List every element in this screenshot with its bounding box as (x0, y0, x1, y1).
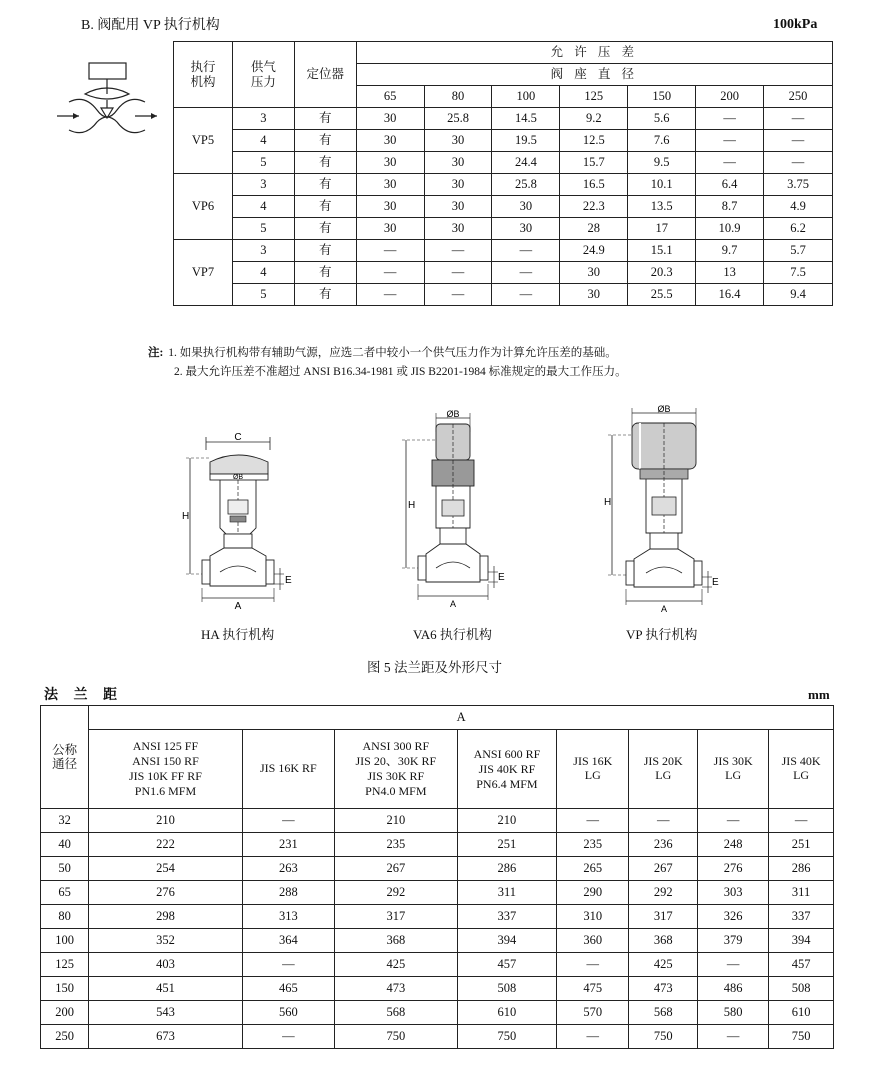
table-row (41, 809, 834, 833)
value-cell: — (557, 809, 629, 833)
value-cell: 30 (424, 196, 492, 218)
table-row (41, 857, 834, 881)
value-cell: 251 (457, 833, 557, 857)
header-seat-diameter: 阀 座 直 径 (356, 64, 832, 86)
flange-title: 法 兰 距 (44, 688, 123, 703)
value-cell: 292 (629, 881, 698, 905)
value-cell: 560 (242, 1001, 335, 1025)
dim-a-label: A (234, 601, 242, 612)
value-cell: 22.3 (560, 196, 628, 218)
value-cell: 10.9 (696, 218, 764, 240)
value-cell: 30 (356, 152, 424, 174)
value-cell: 16.5 (560, 174, 628, 196)
positioner-cell: 有 (294, 262, 356, 284)
value-cell: 30 (356, 218, 424, 240)
dim-e-label: E (285, 575, 292, 586)
value-cell: 276 (698, 857, 769, 881)
value-cell: 235 (557, 833, 629, 857)
dim-h-label: H (604, 497, 612, 508)
value-cell: 25.8 (424, 108, 492, 130)
header-positioner: 定位器 (294, 42, 356, 108)
flange-distance-table (40, 705, 834, 1049)
value-cell: 235 (335, 833, 457, 857)
value-cell: 267 (629, 857, 698, 881)
flange-unit: mm (808, 687, 830, 702)
pressure-cell: 3 (232, 174, 294, 196)
figure-caption: 图 5 法兰距及外形尺寸 (367, 660, 502, 675)
value-cell: 30 (424, 218, 492, 240)
header-supply-pressure: 供气 压力 (232, 42, 294, 108)
value-cell: — (424, 240, 492, 262)
value-cell: 9.7 (696, 240, 764, 262)
dn-cell: 65 (41, 881, 89, 905)
value-cell: — (557, 1025, 629, 1049)
dim-e-label: E (712, 577, 719, 588)
value-cell: — (764, 130, 833, 152)
value-cell: 210 (457, 809, 557, 833)
value-cell: 236 (629, 833, 698, 857)
value-cell: 7.5 (764, 262, 833, 284)
value-cell: 568 (629, 1001, 698, 1025)
value-cell: 457 (769, 953, 834, 977)
value-cell: 6.4 (696, 174, 764, 196)
flange-column-header: ANSI 125 FF ANSI 150 RF JIS 10K FF RF PN1.6 MFM (89, 730, 242, 809)
pressure-cell: 4 (232, 262, 294, 284)
value-cell: 25.5 (628, 284, 696, 306)
value-cell: 394 (457, 929, 557, 953)
value-cell: 7.6 (628, 130, 696, 152)
dim-a-label: A (660, 604, 668, 614)
diameter-cell: 65 (356, 86, 424, 108)
note-1: 1. 如果执行机构带有辅助气源，应选二者中较小一个供气压力作为计算允许压差的基础。 (168, 347, 617, 359)
value-cell: 17 (628, 218, 696, 240)
value-cell: 750 (335, 1025, 457, 1049)
header-nominal-size: 公称 通径 (41, 706, 89, 809)
value-cell: 30 (356, 196, 424, 218)
value-cell: — (242, 1025, 335, 1049)
positioner-cell: 有 (294, 108, 356, 130)
diameter-cell: 200 (696, 86, 764, 108)
note-2: 2. 最大允许压差不准超过 ANSI B16.34-1981 或 JIS B2201-1984 标准规定的最大工作压力。 (174, 366, 627, 378)
value-cell: 9.2 (560, 108, 628, 130)
value-cell: 352 (89, 929, 242, 953)
dim-a-label: A (449, 599, 457, 609)
table-row (41, 953, 834, 977)
table-row (41, 929, 834, 953)
pressure-cell: 5 (232, 284, 294, 306)
value-cell: 364 (242, 929, 335, 953)
pressure-cell: 5 (232, 218, 294, 240)
value-cell: 394 (769, 929, 834, 953)
flange-column-header: JIS 30K LG (698, 730, 769, 809)
value-cell: 24.4 (492, 152, 560, 174)
header-a: A (89, 706, 834, 730)
value-cell: — (492, 262, 560, 284)
flange-column-header: JIS 20K LG (629, 730, 698, 809)
value-cell: 5.7 (764, 240, 833, 262)
value-cell: 210 (89, 809, 242, 833)
value-cell: 425 (335, 953, 457, 977)
positioner-cell: 有 (294, 174, 356, 196)
value-cell: 30 (560, 284, 628, 306)
value-cell: 750 (457, 1025, 557, 1049)
pressure-cell: 3 (232, 108, 294, 130)
value-cell: 310 (557, 905, 629, 929)
vp-actuator-drawing (600, 405, 725, 615)
va6-actuator-label: VA6 执行机构 (413, 627, 492, 642)
positioner-cell: 有 (294, 196, 356, 218)
value-cell: 231 (242, 833, 335, 857)
value-cell: — (698, 953, 769, 977)
value-cell: 10.1 (628, 174, 696, 196)
table-row (41, 833, 834, 857)
value-cell: 210 (335, 809, 457, 833)
value-cell: 5.6 (628, 108, 696, 130)
value-cell: 28 (560, 218, 628, 240)
value-cell: 288 (242, 881, 335, 905)
value-cell: 24.9 (560, 240, 628, 262)
value-cell: — (764, 108, 833, 130)
value-cell: 750 (629, 1025, 698, 1049)
valve-symbol-icon (55, 58, 160, 148)
actuator-name: VP7 (174, 240, 233, 306)
ha-actuator-drawing (180, 428, 300, 613)
dn-cell: 150 (41, 977, 89, 1001)
value-cell: — (492, 284, 560, 306)
value-cell: 19.5 (492, 130, 560, 152)
value-cell: 9.4 (764, 284, 833, 306)
value-cell: 425 (629, 953, 698, 977)
dn-cell: 40 (41, 833, 89, 857)
dn-cell: 250 (41, 1025, 89, 1049)
value-cell: 570 (557, 1001, 629, 1025)
value-cell: 14.5 (492, 108, 560, 130)
value-cell: 30 (356, 108, 424, 130)
value-cell: 30 (492, 196, 560, 218)
positioner-cell: 有 (294, 130, 356, 152)
value-cell: 311 (457, 881, 557, 905)
ha-actuator-label: HA 执行机构 (201, 627, 275, 642)
value-cell: 8.7 (696, 196, 764, 218)
value-cell: 568 (335, 1001, 457, 1025)
diameter-cell: 150 (628, 86, 696, 108)
value-cell: — (696, 130, 764, 152)
value-cell: 303 (698, 881, 769, 905)
diameter-cell: 250 (764, 86, 833, 108)
value-cell: 12.5 (560, 130, 628, 152)
value-cell: — (356, 240, 424, 262)
value-cell: — (769, 809, 834, 833)
value-cell: 30 (424, 174, 492, 196)
value-cell: 251 (769, 833, 834, 857)
table-row (41, 881, 834, 905)
value-cell: — (764, 152, 833, 174)
value-cell: — (242, 809, 335, 833)
notes-label: 注: (148, 347, 164, 359)
dim-c-label: C (234, 432, 242, 443)
value-cell: 317 (629, 905, 698, 929)
actuator-name: VP6 (174, 174, 233, 240)
value-cell: 403 (89, 953, 242, 977)
dim-b-label: ØB (446, 410, 460, 419)
value-cell: 673 (89, 1025, 242, 1049)
value-cell: 610 (769, 1001, 834, 1025)
value-cell: 298 (89, 905, 242, 929)
value-cell: — (696, 108, 764, 130)
dn-cell: 200 (41, 1001, 89, 1025)
value-cell: 580 (698, 1001, 769, 1025)
flange-column-header: JIS 16K LG (557, 730, 629, 809)
allowable-pressure-table (173, 41, 833, 306)
value-cell: 317 (335, 905, 457, 929)
pressure-cell: 3 (232, 240, 294, 262)
dn-cell: 100 (41, 929, 89, 953)
pressure-cell: 5 (232, 152, 294, 174)
value-cell: 313 (242, 905, 335, 929)
header-actuator: 执行 机构 (174, 42, 233, 108)
diameter-cell: 80 (424, 86, 492, 108)
value-cell: 3.75 (764, 174, 833, 196)
value-cell: 15.1 (628, 240, 696, 262)
section-title: B. 阀配用 VP 执行机构 (81, 18, 220, 33)
dim-b-label: ØB (232, 474, 244, 481)
unit-label-top: 100kPa (773, 17, 818, 32)
value-cell: 465 (242, 977, 335, 1001)
value-cell: 15.7 (560, 152, 628, 174)
positioner-cell: 有 (294, 240, 356, 262)
value-cell: — (424, 284, 492, 306)
value-cell: 326 (698, 905, 769, 929)
dn-cell: 125 (41, 953, 89, 977)
positioner-cell: 有 (294, 218, 356, 240)
notes-block (148, 344, 848, 382)
vp-actuator-label: VP 执行机构 (626, 627, 698, 642)
value-cell: 13.5 (628, 196, 696, 218)
dim-b-label: ØB (657, 405, 671, 414)
dim-h-label: H (182, 511, 190, 522)
dim-h-label: H (408, 500, 416, 511)
value-cell: 20.3 (628, 262, 696, 284)
value-cell: 254 (89, 857, 242, 881)
value-cell: — (629, 809, 698, 833)
value-cell: 30 (424, 152, 492, 174)
value-cell: — (557, 953, 629, 977)
value-cell: 276 (89, 881, 242, 905)
value-cell: 16.4 (696, 284, 764, 306)
value-cell: 6.2 (764, 218, 833, 240)
value-cell: 360 (557, 929, 629, 953)
value-cell: 543 (89, 1001, 242, 1025)
value-cell: — (698, 809, 769, 833)
value-cell: 486 (698, 977, 769, 1001)
value-cell: 30 (356, 130, 424, 152)
value-cell: 337 (769, 905, 834, 929)
value-cell: — (698, 1025, 769, 1049)
value-cell: 750 (769, 1025, 834, 1049)
table-row (41, 1001, 834, 1025)
positioner-cell: 有 (294, 284, 356, 306)
value-cell: — (492, 240, 560, 262)
value-cell: 13 (696, 262, 764, 284)
value-cell: 475 (557, 977, 629, 1001)
value-cell: 30 (356, 174, 424, 196)
value-cell: 368 (629, 929, 698, 953)
positioner-cell: 有 (294, 152, 356, 174)
header-allowable-diff: 允 许 压 差 (356, 42, 832, 64)
value-cell: 30 (560, 262, 628, 284)
dn-cell: 50 (41, 857, 89, 881)
flange-column-header: ANSI 600 RF JIS 40K RF PN6.4 MFM (457, 730, 557, 809)
value-cell: 286 (457, 857, 557, 881)
value-cell: 379 (698, 929, 769, 953)
dn-cell: 80 (41, 905, 89, 929)
value-cell: 30 (424, 130, 492, 152)
pressure-cell: 4 (232, 196, 294, 218)
value-cell: 222 (89, 833, 242, 857)
value-cell: — (356, 284, 424, 306)
value-cell: 457 (457, 953, 557, 977)
flange-column-header: JIS 16K RF (242, 730, 335, 809)
value-cell: 286 (769, 857, 834, 881)
value-cell: 30 (492, 218, 560, 240)
actuator-name: VP5 (174, 108, 233, 174)
value-cell: — (696, 152, 764, 174)
value-cell: 451 (89, 977, 242, 1001)
value-cell: 4.9 (764, 196, 833, 218)
value-cell: 508 (769, 977, 834, 1001)
flange-column-header: JIS 40K LG (769, 730, 834, 809)
table-row (41, 1025, 834, 1049)
value-cell: 9.5 (628, 152, 696, 174)
value-cell: 25.8 (492, 174, 560, 196)
dim-e-label: E (498, 572, 505, 583)
value-cell: 473 (335, 977, 457, 1001)
value-cell: — (242, 953, 335, 977)
value-cell: 368 (335, 929, 457, 953)
value-cell: 290 (557, 881, 629, 905)
value-cell: 267 (335, 857, 457, 881)
va6-actuator-drawing (398, 410, 513, 610)
value-cell: — (356, 262, 424, 284)
value-cell: — (424, 262, 492, 284)
value-cell: 248 (698, 833, 769, 857)
value-cell: 265 (557, 857, 629, 881)
value-cell: 337 (457, 905, 557, 929)
value-cell: 610 (457, 1001, 557, 1025)
pressure-cell: 4 (232, 130, 294, 152)
table-row (41, 905, 834, 929)
value-cell: 311 (769, 881, 834, 905)
dn-cell: 32 (41, 809, 89, 833)
flange-column-header: ANSI 300 RF JIS 20、30K RF JIS 30K RF PN4.0 MFM (335, 730, 457, 809)
value-cell: 292 (335, 881, 457, 905)
diameter-cell: 100 (492, 86, 560, 108)
value-cell: 263 (242, 857, 335, 881)
table-row (41, 977, 834, 1001)
value-cell: 473 (629, 977, 698, 1001)
diameter-cell: 125 (560, 86, 628, 108)
value-cell: 508 (457, 977, 557, 1001)
